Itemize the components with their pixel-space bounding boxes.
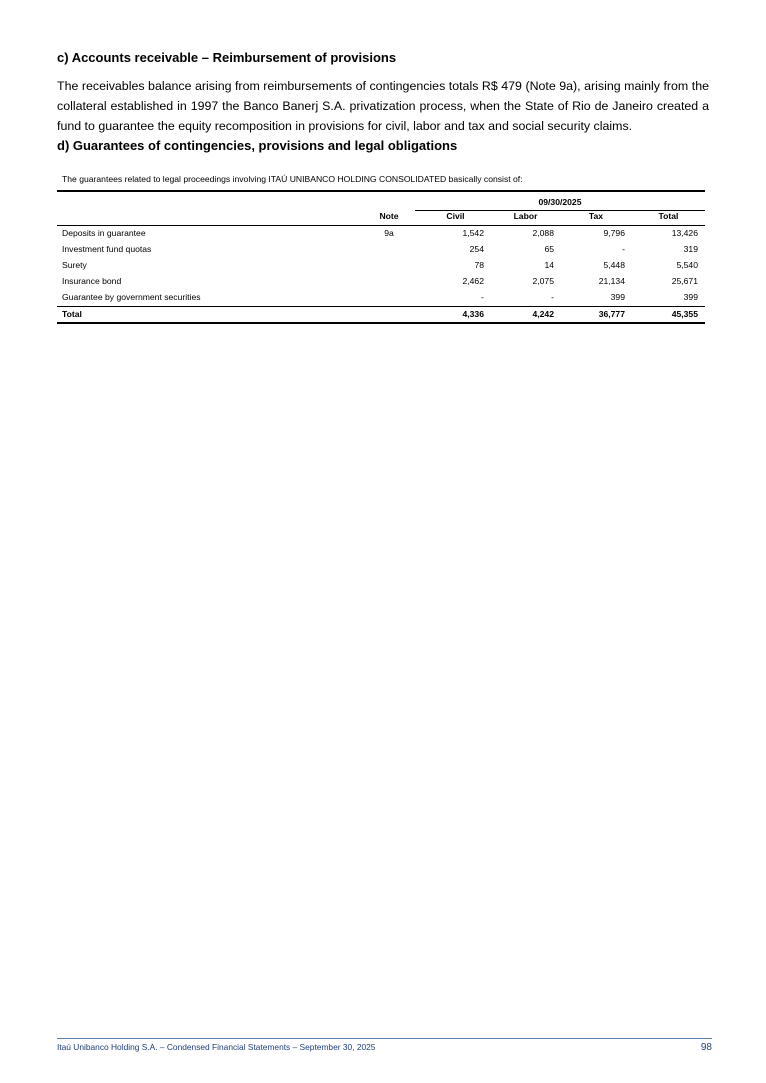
total-top-rule	[57, 306, 705, 307]
row-tax: 5,448	[603, 260, 625, 270]
row-civil: 78	[474, 260, 484, 270]
total-label: Total	[62, 309, 82, 319]
col-civil-header: Civil	[446, 211, 465, 221]
total-civil: 4,336	[462, 309, 484, 319]
row-label: Deposits in guarantee	[62, 228, 146, 238]
row-civil: -	[481, 292, 484, 302]
total-total: 45,355	[671, 309, 698, 319]
row-labor: 14	[544, 260, 554, 270]
row-total: 5,540	[676, 260, 698, 270]
table-row	[57, 260, 705, 274]
period-header: 09/30/2025	[538, 197, 582, 207]
row-labor: 2,088	[532, 228, 554, 238]
row-tax: 9,796	[603, 228, 625, 238]
row-label: Investment fund quotas	[62, 244, 152, 254]
row-label: Guarantee by government securities	[62, 292, 201, 302]
section-c-paragraph: The receivables balance arising from reimbursements of contingencies totals R$ 479 (Note 9a), arising mainly from the collateral established in 1997 the Banco Banerj S.A. privatization process, when the State of Rio de Janeiro created a fund to guarantee the equity recomposition in provisions for civil, labor and tax and social security claims.	[57, 79, 709, 133]
col-tax-header: Tax	[588, 211, 604, 221]
row-civil: 2,462	[462, 276, 484, 286]
row-note: 9a	[384, 228, 394, 238]
row-total: 25,671	[671, 276, 698, 286]
column-header-row	[57, 211, 705, 225]
row-label: Insurance bond	[62, 276, 122, 286]
total-row	[57, 309, 705, 323]
table-row	[57, 228, 705, 242]
row-civil: 1,542	[462, 228, 484, 238]
page-number: 98	[700, 1042, 712, 1053]
table-intro: The guarantees related to legal proceedings involving ITAÚ UNIBANCO HOLDING CONSOLIDATED basically consist of:	[62, 174, 523, 184]
row-labor: 2,075	[532, 276, 554, 286]
footer-title: Itaú Unibanco Holding S.A. – Condensed Financial Statements – September 30, 2025	[57, 1042, 376, 1052]
header-bottom-rule	[57, 225, 705, 226]
table-row	[57, 292, 705, 306]
table-row	[57, 244, 705, 258]
table-top-rule	[57, 190, 705, 192]
total-labor: 4,242	[532, 309, 554, 319]
table-row	[57, 276, 705, 290]
row-labor: -	[551, 292, 554, 302]
col-total-header: Total	[658, 211, 679, 221]
row-total: 399	[683, 292, 698, 302]
row-civil: 254	[469, 244, 484, 254]
row-tax: 21,134	[598, 276, 625, 286]
row-label: Surety	[62, 260, 87, 270]
row-labor: 65	[544, 244, 554, 254]
row-tax: -	[622, 244, 625, 254]
row-total: 319	[683, 244, 698, 254]
total-tax: 36,777	[598, 309, 625, 319]
row-tax: 399	[610, 292, 625, 302]
table-bottom-rule	[57, 322, 705, 324]
row-total: 13,426	[671, 228, 698, 238]
section-c-heading: c) Accounts receivable – Reimbursement of provisions	[57, 50, 397, 65]
col-labor-header: Labor	[513, 211, 538, 221]
footer-divider	[57, 1038, 712, 1039]
section-d-heading: d) Guarantees of contingencies, provisions and legal obligations	[57, 138, 458, 153]
col-note-header: Note	[379, 211, 399, 221]
